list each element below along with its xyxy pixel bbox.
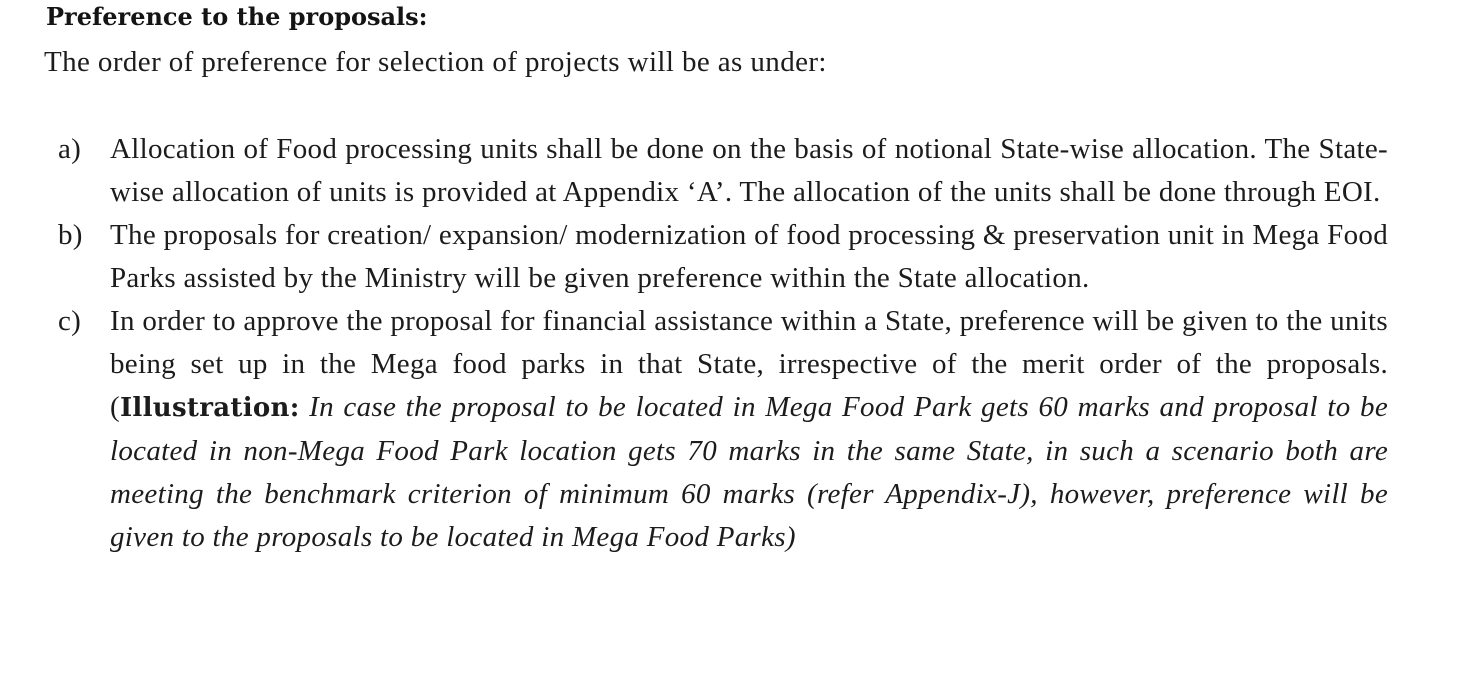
list-item-text: The proposals for creation/ expansion/ modernization of food processing & preservation unit in Mega Food Parks assisted by the Ministry will be given preference within the State allocation. (110, 219, 1388, 294)
list-item-text: In order to approve the proposal for financial assistance within a State, preference will be given to the units being set up in the Mega food parks in that State, irrespective of the merit order of the proposals. ( (110, 305, 1388, 423)
list-marker: b) (58, 219, 83, 251)
list-item-c (58, 300, 1388, 559)
list-marker: a) (58, 133, 82, 165)
illustration-text: In case the proposal to be located in Mega Food Park gets 60 marks and proposal to be located in non-Mega Food Park location gets 70 marks in the same State, in such a scenario both are meeting the benchmark criterion of minimum 60 marks (refer Appendix-J), however, preference will be given to the proposals to be located in Mega Food Parks) (110, 391, 1388, 553)
list-item-a (58, 128, 1388, 214)
preference-list (58, 128, 1388, 559)
list-item-text: Allocation of Food processing units shall be done on the basis of notional State-wise allocation. The State-wise allocation of units is provided at Appendix ‘A’. The allocation of the units shall be done through EOI. (110, 133, 1388, 208)
intro-paragraph: The order of preference for selection of projects will be as under: (44, 46, 827, 78)
list-marker: c) (58, 305, 82, 337)
section-heading: Preference to the proposals: (46, 2, 428, 31)
list-item-b (58, 214, 1388, 300)
illustration-label: Illustration: (119, 393, 300, 423)
